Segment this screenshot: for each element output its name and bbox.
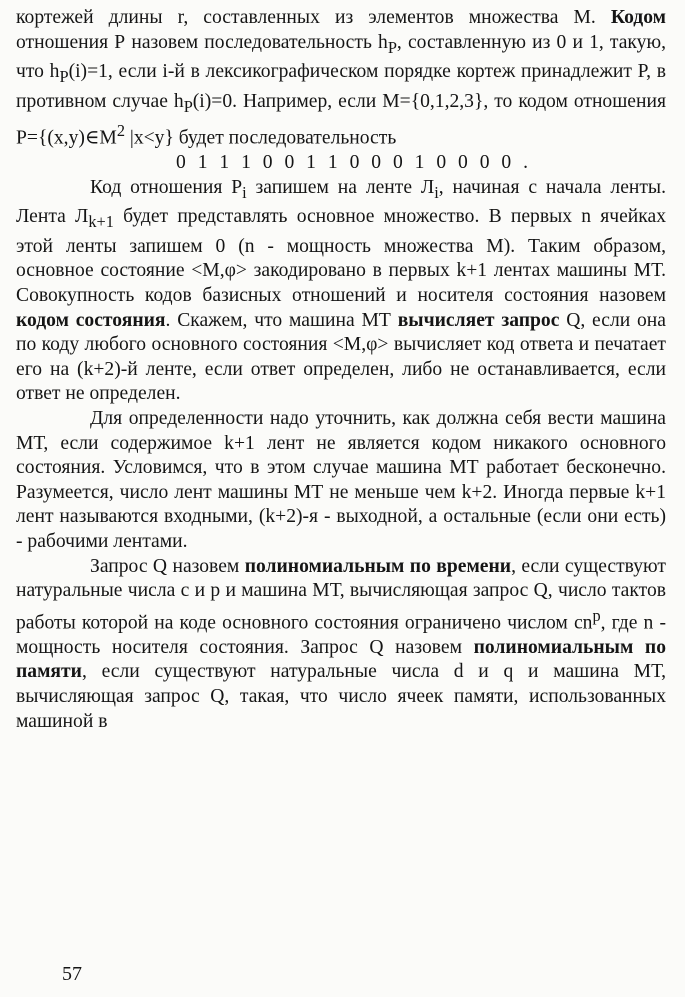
paragraph-relation-code: кортежей длины r, составленных из элементов множества М. Кодом отношения Р назовем последовательность $h_P$, составленную из 0 и 1, такую, что $h_P(i)=1$, если i-й в лексикографическом порядке кортеж принадлежит Р, в противном случае $h_P(i)=0$. Например, если М={0,1,2,3}, то кодом отношения $Р=\{(x,y)\in М^2$ |x<y} будет последовательность [16, 7, 666, 149]
page-body [16, 6, 666, 734]
paragraph-definiteness: Для определенности надо уточнить, как должна себя вести машина МТ, если содержимое k+1 лент не является кодом никакого основного состояния. Условимся, что в этом случае машина МТ работает бесконечно. Разумеется, число лент машины МТ не меньше чем k+2. Иногда первые k+1 лент называются входными, (k+2)-я - выходной, а остальные (если они есть) - рабочими лентами. [16, 407, 666, 552]
paragraph-tapes: Код отношения $Р_i$ запишем на ленте $Л_i$, начиная с начала ленты. Лента $Л_{k+1}$ будет представлять основное множество. В первых n ячейках этой ленты запишем 0 (n - мощность множества М). Таким образом, основное состояние <М,φ> закодировано в первых k+1 лентах машины МТ. Совокупность кодов базисных отношений и носителя состояния назовем кодом состояния. Скажем, что машина МТ вычисляет запрос Q, если она по коду любого основного состояния <М,φ> вычисляет код ответа и печатает его на (k+2)-й ленте, если ответ определен, либо не останавливается, если ответ не определен. [16, 176, 667, 405]
term-state-code: кодом состояния [16, 309, 166, 331]
paragraph-polynomial: Запрос Q назовем полиномиальным по времени, если существуют натуральные числа c и p и машина МТ, вычисляющая запрос Q, число тактов работы которой на коде основного состояния ограничено числом $cn^p$, где n - мощность носителя состояния. Запрос Q назовем полиномиальным по памяти, если существуют натуральные числа d и q и машина МТ, вычисляющая запрос Q, такая, что число ячеек памяти, использованных машиной в [16, 555, 667, 732]
term-computes-query: вычисляет запрос [397, 309, 560, 331]
example-sequence: 0 1 1 1 0 0 1 1 0 0 0 1 0 0 0 0 . [176, 152, 532, 174]
term-polynomial-memory: полиномиальным по памяти [16, 636, 667, 683]
term-code: Кодом [610, 7, 666, 28]
page-number: 57 [62, 963, 82, 985]
term-polynomial-time: полиномиальным по времени [244, 555, 512, 577]
